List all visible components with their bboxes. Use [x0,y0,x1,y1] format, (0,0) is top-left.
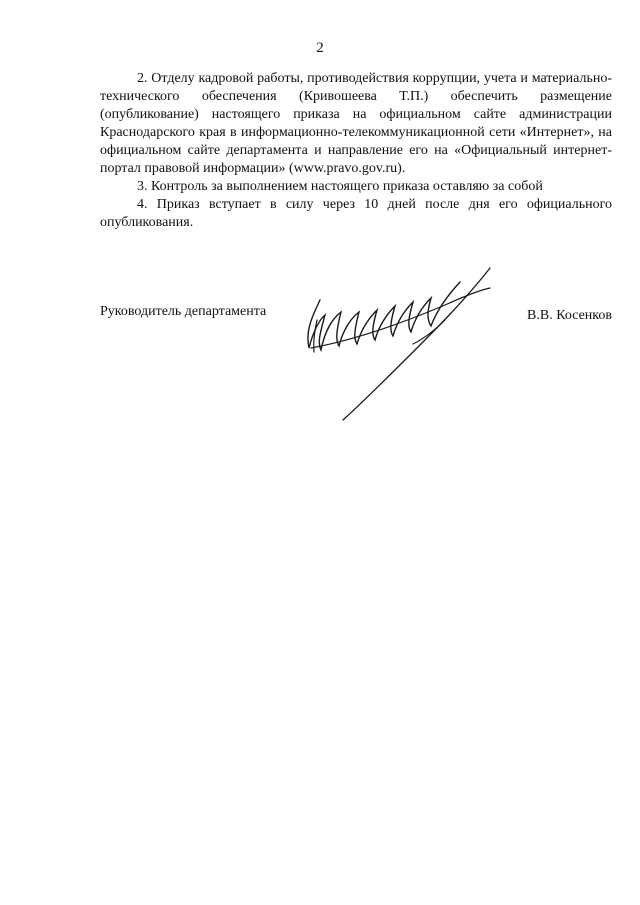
document-body [100,70,612,232]
signature-block [100,300,612,430]
paragraph-4: 4. Приказ вступает в силу через 10 дней после дня его официального опубликования. [100,197,612,230]
signatory-name: В.В. Косенков [527,308,612,323]
page-number: 2 [316,40,324,56]
handwritten-signature [295,260,505,430]
paragraph-2: 2. Отделу кадровой работы, противодействия коррупции, учета и материально-технического обеспечения (Кривошеева Т.П.) обеспечить размещение (опубликование) настоящего приказа на официальном сайте администрации Краснодарского края в информационно-телекоммуникационной сети «Интернет», на официальном сайте департамента и направление его на «Официальный интернет-портал правовой информации» (www.pravo.gov.ru). [100,71,612,176]
paragraph-3: 3. Контроль за выполнением настоящего приказа оставляю за собой [137,179,543,194]
signatory-title: Руководитель департамента [100,304,267,319]
